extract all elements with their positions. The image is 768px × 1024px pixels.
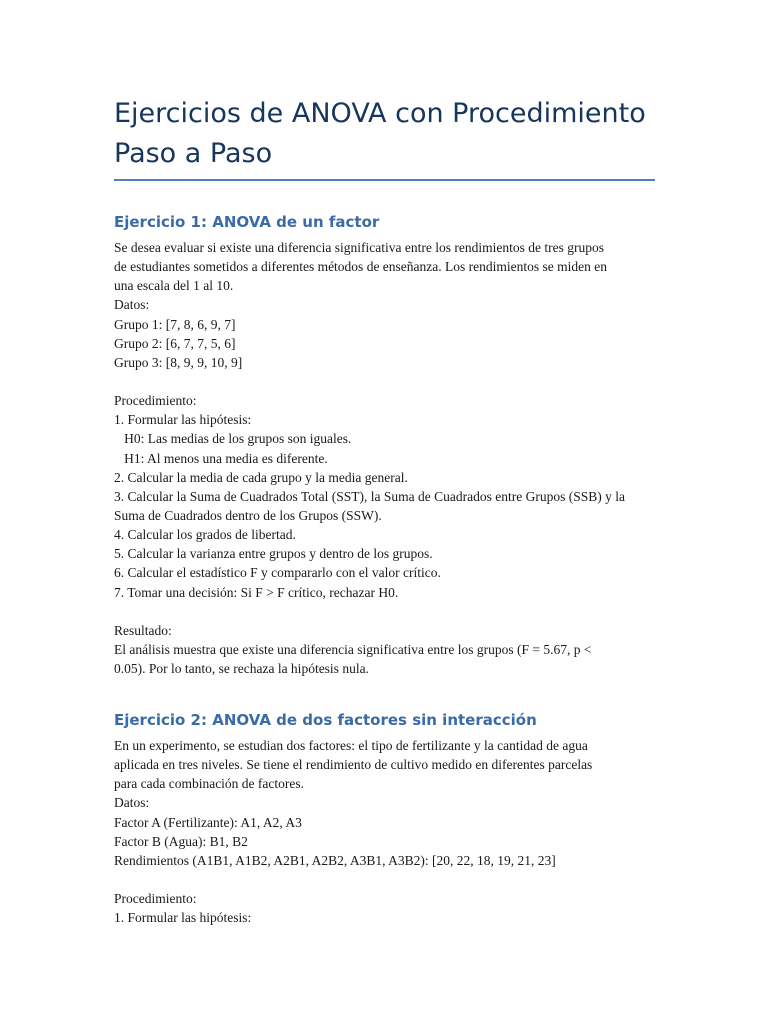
text-line: 4. Calcular los grados de libertad. — [114, 527, 296, 543]
title-underline — [114, 179, 655, 181]
exercise-2-section — [114, 707, 674, 927]
text-line: Procedimiento: — [114, 393, 197, 409]
exercise-1-heading: Ejercicio 1: ANOVA de un factor — [114, 213, 380, 231]
text-line: Rendimientos (A1B1, A1B2, A2B1, A2B2, A3B1, A3B2): [20, 22, 18, 19, 21, 23] — [114, 852, 556, 868]
title-line-2: Paso a Paso — [114, 138, 273, 169]
text-line: En un experimento, se estudian dos factores: el tipo de fertilizante y la cantidad de agua — [114, 738, 588, 753]
exercise-2-heading: Ejercicio 2: ANOVA de dos factores sin interacción — [114, 711, 537, 729]
text-line: Procedimiento: — [114, 891, 197, 907]
exercise-1-body — [114, 238, 674, 678]
text-line: de estudiantes sometidos a diferentes métodos de enseñanza. Los rendimientos se miden en — [114, 259, 607, 275]
text-line: Factor B (Agua): B1, B2 — [114, 833, 248, 849]
text-line: Suma de Cuadrados dentro de los Grupos (SSW). — [114, 507, 382, 523]
text-line: El análisis muestra que existe una diferencia significativa entre los grupos (F = 5.67, p < — [114, 641, 592, 657]
text-line — [114, 870, 674, 889]
exercise-1-section — [114, 209, 674, 678]
document-title — [114, 94, 674, 174]
text-line: H1: Al menos una media es diferente. — [114, 450, 328, 466]
text-line — [114, 602, 674, 621]
text-line: 7. Tomar una decisión: Si F > F crítico, rechazar H0. — [114, 584, 399, 600]
text-line: Datos: — [114, 297, 150, 313]
title-line-1: Ejercicios de ANOVA con Procedimiento — [114, 98, 646, 129]
text-line: Resultado: — [114, 622, 172, 638]
text-line: 5. Calcular la varianza entre grupos y dentro de los grupos. — [114, 546, 433, 562]
text-line: H0: Las medias de los grupos son iguales. — [114, 431, 352, 447]
text-line: 2. Calcular la media de cada grupo y la media general. — [114, 469, 408, 485]
text-line: aplicada en tres niveles. Se tiene el rendimiento de cultivo medido en diferentes parcelas — [114, 757, 593, 773]
text-line: Grupo 2: [6, 7, 7, 5, 6] — [114, 335, 236, 351]
text-line: Grupo 3: [8, 9, 9, 10, 9] — [114, 354, 243, 370]
text-line: 6. Calcular el estadístico F y compararlo con el valor crítico. — [114, 565, 441, 581]
text-line: 3. Calcular la Suma de Cuadrados Total (SST), la Suma de Cuadrados entre Grupos (SSB) y la — [114, 488, 625, 504]
text-line: 0.05). Por lo tanto, se rechaza la hipótesis nula. — [114, 661, 369, 677]
text-line: para cada combinación de factores. — [114, 776, 305, 792]
text-line — [114, 372, 674, 391]
text-line: 1. Formular las hipótesis: — [114, 412, 252, 428]
text-line: una escala del 1 al 10. — [114, 278, 234, 294]
text-line: Grupo 1: [7, 8, 6, 9, 7] — [114, 316, 236, 332]
text-line: Factor A (Fertilizante): A1, A2, A3 — [114, 814, 302, 830]
text-line: Datos: — [114, 795, 150, 811]
text-line: Se desea evaluar si existe una diferencia significativa entre los rendimientos de tres grupos — [114, 240, 604, 255]
exercise-2-body — [114, 736, 674, 927]
text-line: 1. Formular las hipótesis: — [114, 910, 252, 926]
